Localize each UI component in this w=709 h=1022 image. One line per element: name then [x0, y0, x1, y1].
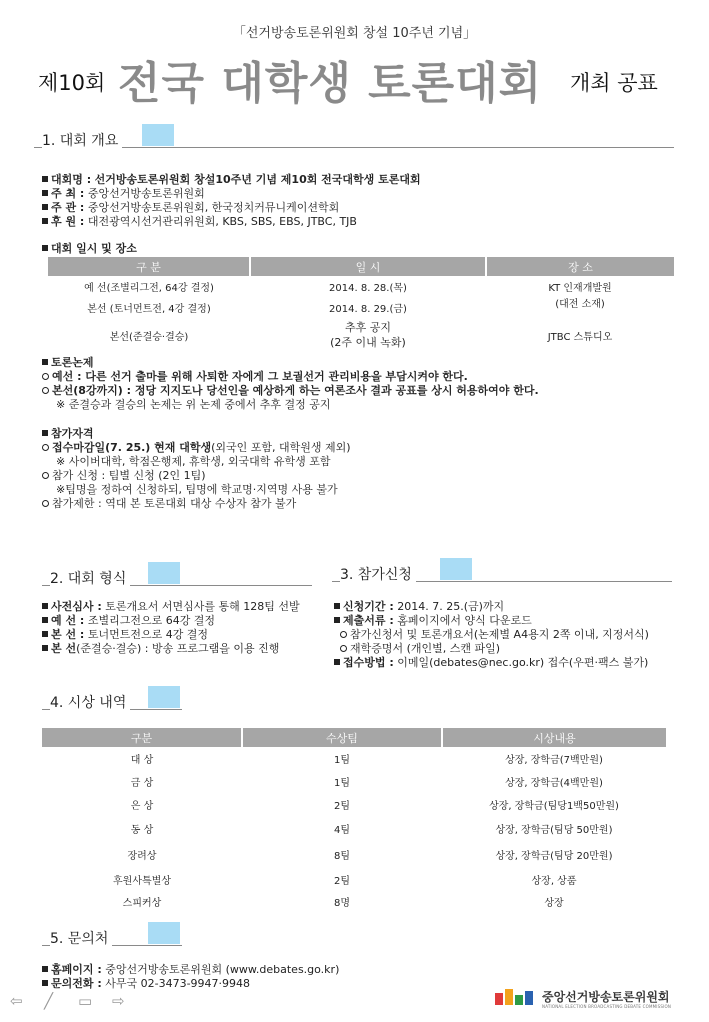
eligibility-line: ※팀명을 정하여 신청하되, 팀명에 학교명·지역명 사용 불가 [56, 483, 338, 496]
bullet-square-icon [42, 176, 48, 182]
next-arrow-icon[interactable]: ⇨ [112, 992, 125, 1010]
bullet-square-icon [42, 645, 48, 651]
format-line: 본 선 : 토너먼트전으로 4강 결정 [42, 628, 208, 642]
bullet-square-icon [42, 980, 48, 986]
apply-line: 신청기간 : 2014. 7. 25.(금)까지 [334, 600, 504, 614]
table-row: 금 상 1팀 상장, 장학금(4백만원) [130, 778, 603, 789]
section-overview-header [34, 124, 674, 152]
logo-name: 중앙선거방송토론위원회 [542, 990, 670, 1004]
logo-subtitle: NATIONAL ELECTION BROADCASTING DEBATE COMMISSION [542, 1004, 672, 1009]
format-line: 사전심사 : 토론개요서 서면심사를 통해 128팀 선발 [42, 600, 300, 614]
bullet-square-icon [42, 603, 48, 609]
apply-line: 참가신청서 및 토론개요서(논제별 A4용지 2쪽 이내, 지정서식) [340, 628, 649, 642]
section-title: 4. 시상 내역 [50, 692, 130, 712]
section-contact-header [42, 922, 182, 950]
table-header: 구 분 [48, 257, 250, 276]
table-header: 장 소 [486, 257, 674, 276]
bullet-square-icon [42, 204, 48, 210]
table-header: 시상내용 [442, 728, 666, 747]
prev-arrow-icon[interactable]: ⇦ [10, 992, 23, 1010]
apply-line: 재학증명서 (개인별, 스캔 파일) [340, 642, 500, 656]
title-main: 전국 대학생 토론대회 [118, 58, 543, 109]
overview-host: 주 최 : 중앙선거방송토론위원회 [42, 187, 205, 201]
section-apply-header [332, 558, 672, 586]
bullet-circle-icon [340, 631, 347, 638]
title-suffix: 개최 공표 [570, 71, 658, 95]
format-line: 예 선 : 조별리그전으로 64강 결정 [42, 614, 215, 628]
title-prefix: 제10회 [38, 71, 106, 95]
overview-sponsor: 후 원 : 대전광역시선거관리위원회, KBS, SBS, EBS, JTBC, TJB [42, 215, 357, 229]
bullet-square-icon [42, 617, 48, 623]
bullet-square-icon [334, 659, 340, 665]
contact-homepage: 홈페이지 : 중앙선거방송토론위원회 (www.debates.go.kr) [42, 963, 339, 977]
table-row: 동 상 4팀 상장, 장학금(팀당 50만원) [130, 824, 613, 836]
topic-note: ※ 준결승과 결승의 논제는 위 논제 중에서 추후 결정 공지 [56, 398, 331, 411]
section-title: 1. 대회 개요 [42, 130, 122, 150]
table-header: 구분 [42, 728, 242, 747]
table-row: 스피커상 8명 상장 [122, 897, 564, 909]
section-format-header [42, 562, 312, 590]
table-row: 대 상 1팀 상장, 장학금(7백만원) [130, 755, 603, 766]
schedule-heading: 대회 일시 및 장소 [42, 242, 137, 256]
eligibility-line: ※ 사이버대학, 학점은행제, 휴학생, 외국대학 유학생 포함 [56, 455, 331, 468]
table-row: 본선(준결승·결승) 추후 공지 (2주 이내 녹화) JTBC 스튜디오 [109, 321, 613, 349]
section-title: 2. 대회 형식 [50, 568, 130, 588]
section-accent-box [148, 922, 180, 944]
awards-table [42, 728, 666, 912]
eligibility-line: 접수마감일(7. 25.) 현재 대학생(외국인 포함, 대학원생 제외) [42, 441, 351, 455]
bullet-square-icon [334, 617, 340, 623]
bullet-circle-icon [42, 500, 49, 507]
table-row: 후원사특별상 2팀 상장, 상품 [113, 875, 577, 887]
table-header: 수상팀 [242, 728, 442, 747]
topic-prelim: 예선 : 다른 선거 출마를 위해 사퇴한 자에게 그 보궐선거 관리비용을 부담시켜야 한다. [42, 370, 468, 384]
commission-logo-icon [494, 986, 538, 1008]
bullet-circle-icon [42, 444, 49, 451]
overview-organizer: 주 관 : 중앙선거방송토론위원회, 한국정치커뮤니케이션학회 [42, 201, 339, 215]
section-title: 5. 문의처 [50, 928, 112, 948]
bullet-circle-icon [340, 645, 347, 652]
bullet-square-icon [42, 631, 48, 637]
bullet-square-icon [42, 430, 48, 436]
table-row: 장려상 8팀 상장, 장학금(팀당 20만원) [127, 850, 613, 862]
table-header: 일 시 [250, 257, 486, 276]
table-row: 은 상 2팀 상장, 장학금(팀당1백50만원) [130, 801, 619, 812]
pen-icon[interactable]: ╱ [44, 992, 54, 1010]
page-subtitle: 「선거방송토론위원회 창설 10주년 기념」 [232, 26, 477, 41]
overview-name: 대회명 : 선거방송토론위원회 창설10주년 기념 제10회 전국대학생 토론대회 [42, 173, 421, 187]
bullet-square-icon [334, 603, 340, 609]
menu-icon[interactable]: ▭ [78, 992, 93, 1010]
section-accent-box [440, 558, 472, 580]
section-accent-box [142, 124, 174, 146]
format-line: 본 선(준결승·결승) : 방송 프로그램을 이용 진행 [42, 642, 279, 656]
topics-heading: 토론논제 [42, 356, 94, 370]
page-title [0, 45, 709, 109]
eligibility-line: 참가제한 : 역대 본 토론대회 대상 수상자 참가 불가 [42, 497, 296, 511]
section-awards-header [42, 686, 182, 714]
section-title: 3. 참가신청 [340, 564, 416, 584]
eligibility-line: 참가 신청 : 팀별 신청 (2인 1팀) [42, 469, 206, 483]
eligibility-heading: 참가자격 [42, 427, 94, 441]
bullet-square-icon [42, 190, 48, 196]
bullet-square-icon [42, 966, 48, 972]
bullet-circle-icon [42, 387, 49, 394]
bullet-square-icon [42, 218, 48, 224]
apply-line: 접수방법 : 이메일(debates@nec.go.kr) 접수(우편·팩스 불가) [334, 656, 648, 670]
contact-phone: 문의전화 : 사무국 02-3473-9947·9948 [42, 977, 250, 991]
bullet-square-icon [42, 359, 48, 365]
schedule-table [48, 257, 674, 352]
apply-line: 제출서류 : 홈페이지에서 양식 다운로드 [334, 614, 532, 628]
section-accent-box [148, 562, 180, 584]
bullet-square-icon [42, 245, 48, 251]
table-row: 본선 (토너먼트전, 4강 결정) 2014. 8. 29.(금) [87, 304, 407, 315]
section-accent-box [148, 686, 180, 708]
bullet-circle-icon [42, 472, 49, 479]
table-row: 예 선(조별리그전, 64강 결정) 2014. 8. 28.(목) KT 인재개발원 (대전 소재) [84, 283, 612, 310]
bullet-circle-icon [42, 373, 49, 380]
topic-main: 본선(8강까지) : 정당 지지도나 당선인을 예상하게 하는 여론조사 결과 공표를 상시 허용하여야 한다. [42, 384, 539, 398]
